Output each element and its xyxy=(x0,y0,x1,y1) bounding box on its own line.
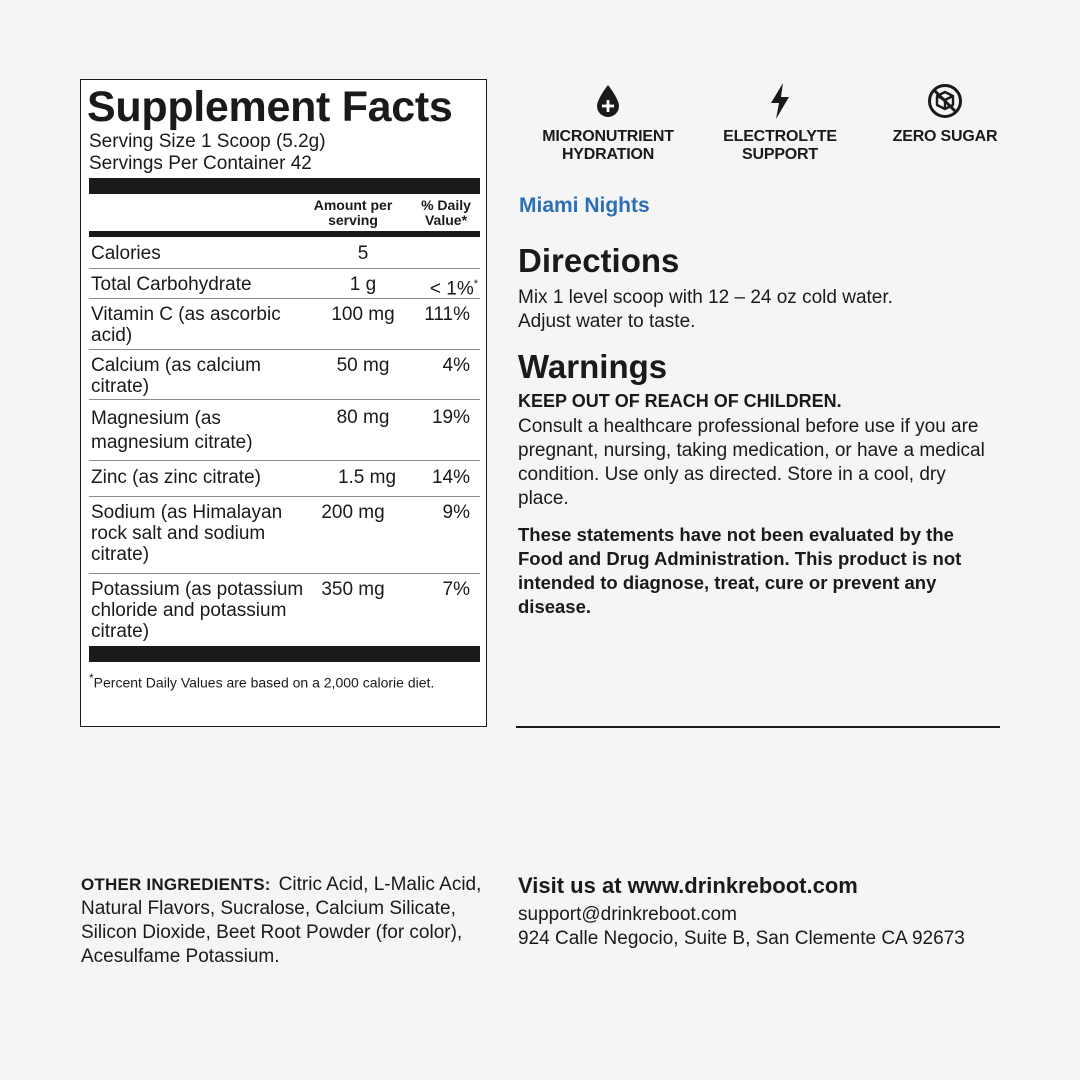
feature-label-line1: MICRONUTRIENT xyxy=(542,128,674,145)
feature-zero-sugar xyxy=(880,82,1010,146)
directions-line1: Mix 1 level scoop with 12 – 24 oz cold water. xyxy=(518,287,893,308)
nutrient-name: Total Carbohydrate xyxy=(91,274,252,295)
droplet-plus-icon xyxy=(593,82,623,120)
nutrient-amount: 100 mg xyxy=(331,304,395,325)
nutrient-dv-value: < 1% xyxy=(429,278,474,300)
company-address: 924 Calle Negocio, Suite B, San Clemente CA 92673 xyxy=(518,928,965,949)
nutrient-name: Potassium (as potassium chloride and potassium citrate) xyxy=(91,579,304,642)
nutrient-name: Calcium (as calcium citrate) xyxy=(91,355,261,397)
nutrient-amount: 50 mg xyxy=(336,355,390,376)
nutrient-dv: 7% xyxy=(442,579,470,600)
ingredients-text: Citric Acid, L-Malic Acid, Natural Flavors, Sucralose, Calcium Silicate, Silicon Dioxide, Beet Root Powder (for color), Acesulfame Potassium. xyxy=(81,874,482,967)
nutrient-dv: 14% xyxy=(431,467,470,488)
directions-heading: Directions xyxy=(518,242,680,279)
table-row xyxy=(89,299,480,350)
nutrient-name: Zinc (as zinc citrate) xyxy=(91,467,261,488)
nutrient-amount: 1.5 mg xyxy=(337,467,397,488)
table-row xyxy=(89,400,480,461)
feature-label-line1: ELECTROLYTE xyxy=(723,128,837,145)
nutrient-name: Sodium (as Himalayan rock salt and sodium citrate) xyxy=(91,502,283,565)
table-row xyxy=(89,237,480,269)
dv-asterisk: * xyxy=(473,278,478,290)
facts-footnote xyxy=(89,671,434,691)
footnote-asterisk: * xyxy=(89,671,94,685)
warnings-heading: Warnings xyxy=(518,348,668,385)
ingredients-label: OTHER INGREDIENTS: xyxy=(81,875,271,894)
table-row xyxy=(89,350,480,400)
support-email: support@drinkreboot.com xyxy=(518,904,737,925)
nutrient-amount: 80 mg xyxy=(336,407,390,428)
facts-divider-thick xyxy=(89,178,480,194)
nutrient-amount: 5 xyxy=(357,243,369,264)
fda-disclaimer: These statements have not been evaluated by the Food and Drug Administration. This product is not intended to diagnose, treat, cure or prevent any disease. xyxy=(518,524,962,617)
website-visit: Visit us at www.drinkreboot.com xyxy=(518,873,858,898)
flavor-name: Miami Nights xyxy=(519,194,650,217)
daily-value-header: % Daily Value* xyxy=(421,197,471,228)
servings-per-container: Servings Per Container 42 xyxy=(89,153,312,174)
serving-size: Serving Size 1 Scoop (5.2g) xyxy=(89,131,326,152)
no-sugar-cube-icon xyxy=(926,82,964,120)
feature-label-line2: SUPPORT xyxy=(742,146,818,163)
supplement-facts-panel xyxy=(80,79,487,727)
nutrient-amount: 1 g xyxy=(349,274,377,295)
table-row xyxy=(89,574,480,646)
table-row xyxy=(89,461,480,497)
feature-label-line2: HYDRATION xyxy=(561,146,655,163)
nutrient-dv: 19% xyxy=(431,407,470,428)
nutrient-name: Magnesium (as magnesium citrate) xyxy=(91,408,253,453)
other-ingredients xyxy=(81,873,486,969)
facts-divider-thick xyxy=(89,646,480,662)
feature-micronutrient-hydration xyxy=(530,82,686,164)
section-divider xyxy=(516,726,1000,728)
nutrient-dv: 111% xyxy=(424,304,470,325)
warnings-keep-out: KEEP OUT OF REACH OF CHILDREN. xyxy=(518,391,842,411)
nutrient-amount: 350 mg xyxy=(321,579,385,600)
footnote-text: Percent Daily Values are based on a 2,000 calorie diet. xyxy=(93,674,435,691)
nutrient-dv xyxy=(430,274,478,299)
directions-line2: Adjust water to taste. xyxy=(518,311,696,332)
nutrient-amount: 200 mg xyxy=(321,502,385,523)
nutrient-name: Vitamin C (as ascorbic acid) xyxy=(91,304,281,346)
feature-label-line1: ZERO SUGAR xyxy=(892,128,998,145)
nutrient-dv: 4% xyxy=(442,355,470,376)
lightning-bolt-icon xyxy=(765,82,795,120)
amount-per-serving-header: Amount per serving xyxy=(313,197,393,228)
nutrient-dv: 9% xyxy=(442,502,470,523)
warnings-text: Consult a healthcare professional before use if you are pregnant, nursing, taking medication, or have a medical condition. Use only as directed. Store in a cool, dry place. xyxy=(518,416,985,509)
table-row xyxy=(89,497,480,574)
nutrient-name: Calories xyxy=(91,243,161,264)
feature-electrolyte-support xyxy=(705,82,855,164)
table-row xyxy=(89,269,480,299)
facts-title: Supplement Facts xyxy=(87,83,453,131)
directions-text xyxy=(518,286,998,334)
